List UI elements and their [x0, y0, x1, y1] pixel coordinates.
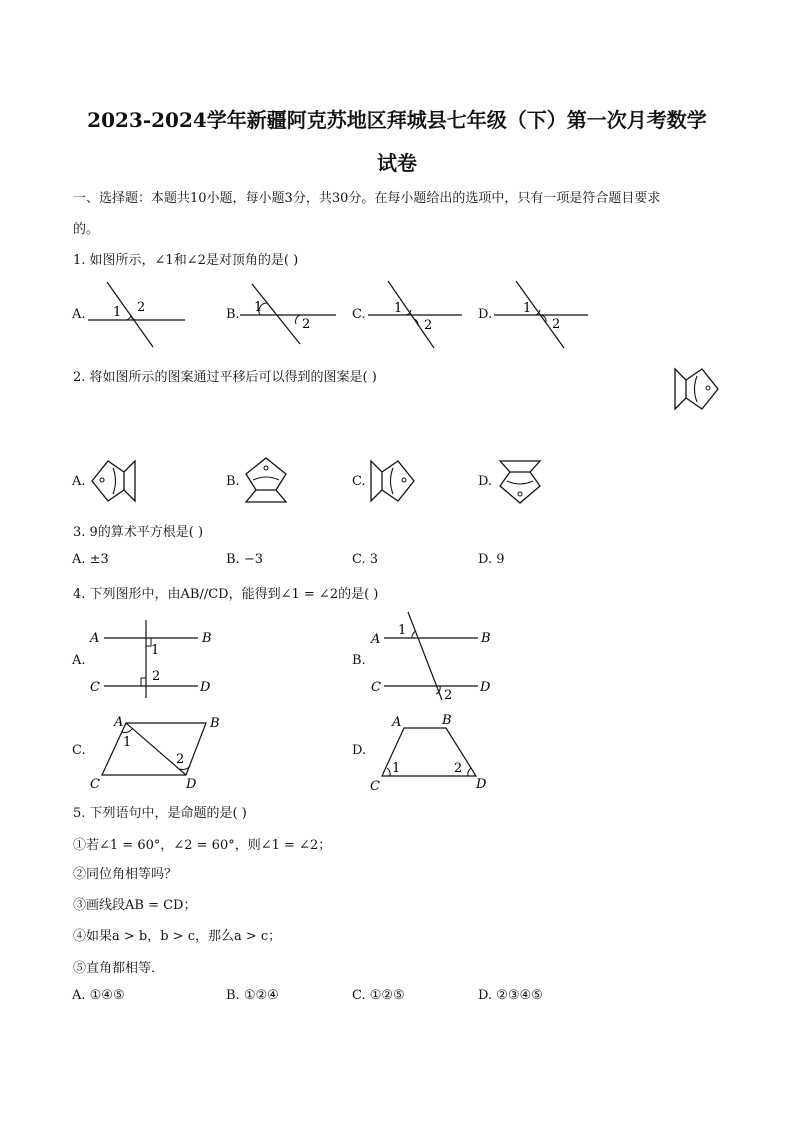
- section-instructions-line1: 一、选择题：本题共10小题，每小题3分，共30分。在每小题给出的选项中，只有一项是符合题目要求: [73, 191, 661, 206]
- q4d-point-c: C: [370, 779, 380, 794]
- q4d-angle-2: 2: [454, 761, 463, 776]
- q4d-angle-1: 1: [392, 761, 401, 776]
- q4b-point-c: C: [371, 680, 381, 695]
- q1b-angle-2: 2: [302, 317, 311, 332]
- q4d-point-b: B: [442, 713, 452, 728]
- exam-title-line2: 试卷: [377, 151, 417, 175]
- q4c-point-c: C: [90, 777, 100, 792]
- q5-statement-2: ②同位角相等吗？: [73, 867, 178, 882]
- q5-option-b: B. ①②④: [226, 988, 279, 1003]
- q4d-point-a: A: [392, 715, 402, 730]
- q5-option-a: A. ①④⑤: [72, 988, 125, 1003]
- q1-option-a-label: A.: [72, 307, 86, 322]
- q3-option-d: D. 9: [478, 552, 505, 567]
- q4-figure-b: [368, 610, 498, 702]
- q2-option-d-label: D.: [478, 474, 493, 489]
- q5-statement-1: ①若∠1 = 60°，∠2 = 60°，则∠1 = ∠2；: [73, 838, 332, 853]
- q4c-point-b: B: [210, 716, 220, 731]
- exam-title-line1: 2023-2024学年新疆阿克苏地区拜城县七年级（下）第一次月考数学: [87, 108, 707, 132]
- q1-option-d-label: D.: [478, 307, 493, 322]
- q1d-angle-1: 1: [523, 301, 532, 316]
- q4-figure-a: [88, 614, 218, 700]
- q3-option-c: C. 3: [352, 552, 379, 567]
- q2-option-c-label: C.: [352, 474, 366, 489]
- q4a-point-c: C: [90, 680, 100, 695]
- q4a-angle-2: 2: [152, 669, 161, 684]
- q2-figure-a: [90, 458, 138, 504]
- q1-option-b-label: B.: [226, 307, 240, 322]
- q4-option-b-label: B.: [352, 653, 366, 668]
- q4c-point-d: D: [186, 777, 197, 792]
- q4-option-d-label: D.: [352, 743, 367, 758]
- q5-option-d: D. ②③④⑤: [478, 988, 543, 1003]
- q1-figure-c: [366, 278, 466, 350]
- q1c-angle-1: 1: [394, 301, 403, 316]
- q4-stem: 4. 下列图形中，由AB//CD，能得到∠1 = ∠2的是( ): [73, 587, 379, 602]
- q4d-point-d: D: [476, 777, 487, 792]
- q4-option-a-label: A.: [72, 653, 86, 668]
- q4a-point-a: A: [90, 631, 100, 646]
- q1a-angle-1: 1: [113, 305, 122, 320]
- q4b-point-d: D: [480, 680, 491, 695]
- q4c-angle-1: 1: [123, 735, 132, 750]
- q1-stem: 1. 如图所示，∠1和∠2是对顶角的是( ): [73, 253, 299, 268]
- q2-stem: 2. 将如图所示的图案通过平移后可以得到的图案是( ): [73, 370, 377, 385]
- q1a-angle-2: 2: [137, 300, 146, 315]
- q5-stem: 5. 下列语句中，是命题的是( ): [73, 806, 247, 821]
- q5-statement-5: ⑤直角都相等．: [73, 961, 165, 976]
- q4b-point-b: B: [481, 631, 491, 646]
- q4-figure-c: [86, 712, 236, 794]
- q3-option-b: B. −3: [226, 552, 263, 567]
- q4b-angle-2: 2: [444, 688, 453, 702]
- q1d-angle-2: 2: [552, 317, 561, 332]
- q1-figure-d: [492, 278, 592, 350]
- q4b-point-a: A: [371, 632, 381, 647]
- q4a-angle-1: 1: [151, 643, 160, 658]
- q3-stem: 3. 9的算术平方根是( ): [73, 525, 204, 540]
- q4b-angle-1: 1: [398, 623, 407, 638]
- q2-reference-fish: [672, 366, 722, 412]
- q2-figure-c: [368, 458, 418, 504]
- q1c-angle-2: 2: [424, 318, 433, 333]
- q1b-angle-1: 1: [254, 300, 263, 315]
- q3-option-a: A. ±3: [72, 552, 109, 567]
- q4-figure-d: [366, 710, 496, 794]
- q2-figure-d: [496, 458, 544, 506]
- q5-statement-4: ④如果a > b，b > c，那么a > c；: [73, 929, 282, 944]
- section-instructions-line2: 的。: [73, 222, 100, 237]
- q2-figure-b: [242, 456, 290, 506]
- q4c-point-a: A: [114, 715, 124, 730]
- q5-statement-3: ③画线段AB = CD；: [73, 898, 197, 913]
- q1-figure-b: [238, 280, 338, 348]
- q4a-point-b: B: [202, 631, 212, 646]
- q5-option-c: C. ①②⑤: [352, 988, 405, 1003]
- q1-option-c-label: C.: [352, 307, 366, 322]
- q2-option-b-label: B.: [226, 474, 240, 489]
- q4-option-c-label: C.: [72, 743, 86, 758]
- q1-figure-a: [85, 278, 187, 350]
- q2-option-a-label: A.: [72, 474, 86, 489]
- q4a-point-d: D: [200, 680, 211, 695]
- q4c-angle-2: 2: [176, 752, 185, 767]
